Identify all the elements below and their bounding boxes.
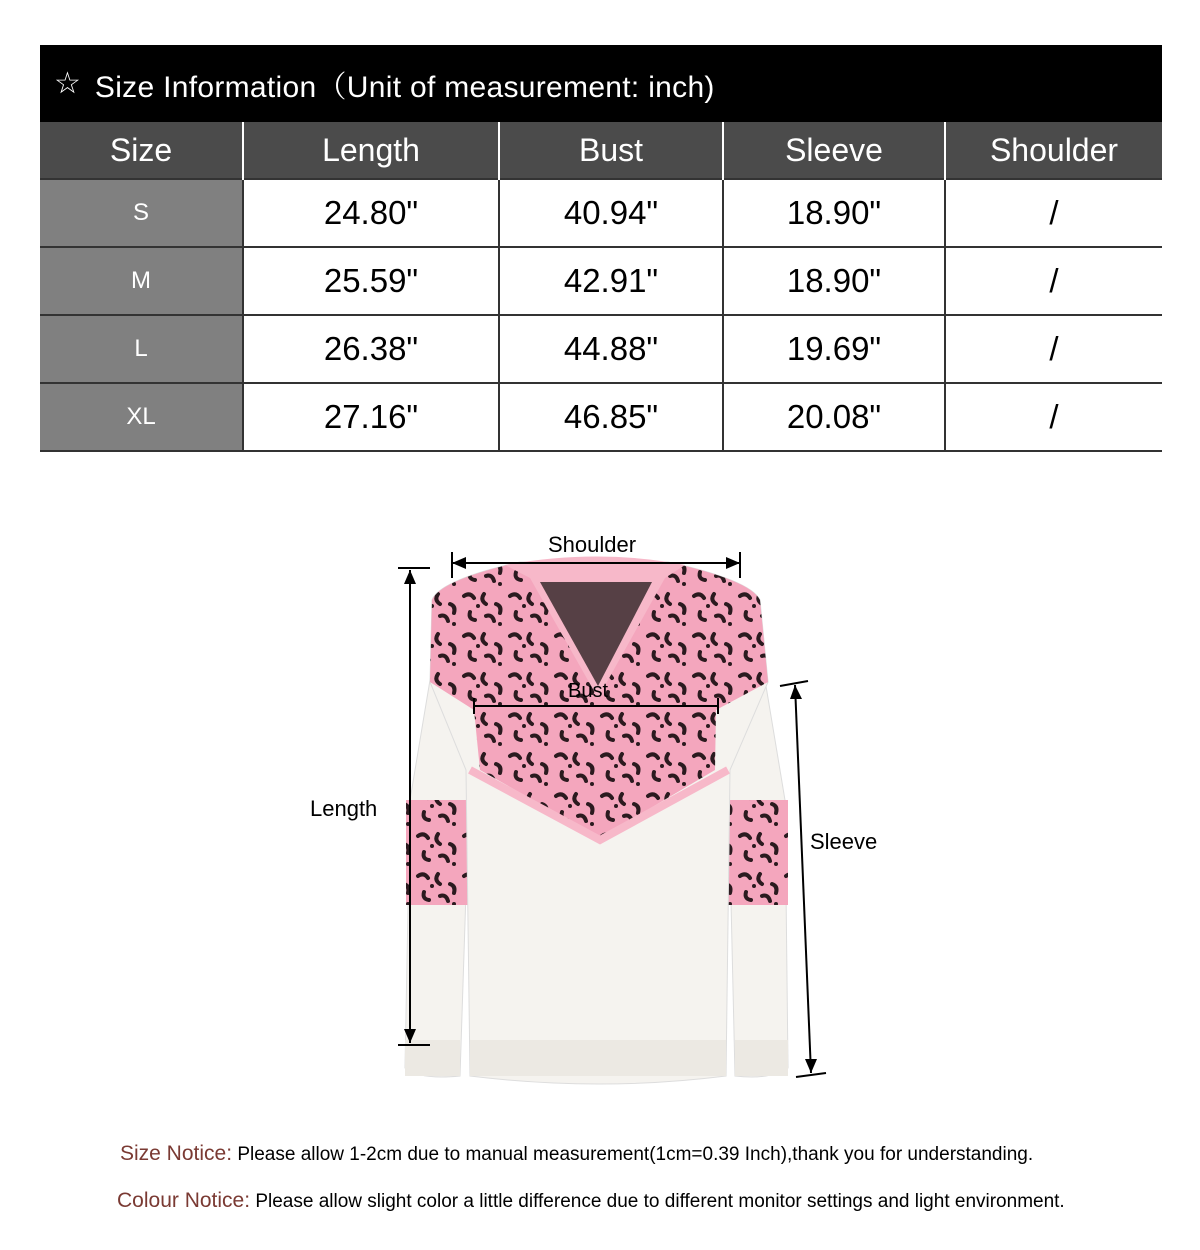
bust-cell: 40.94" xyxy=(499,179,723,247)
length-label: Length xyxy=(310,796,378,821)
size-notice-text: Please allow 1-2cm due to manual measurement(1cm=0.39 Inch),thank you for understanding. xyxy=(237,1144,1034,1165)
sleeve-arrow xyxy=(795,685,811,1073)
length-cell: 26.38" xyxy=(243,315,499,383)
shoulder-cell: / xyxy=(945,247,1162,315)
sleeve-cell: 18.90" xyxy=(723,247,945,315)
table-row xyxy=(40,179,1162,247)
colour-notice-text: Please allow slight color a little difference due to different monitor settings and light environment. xyxy=(255,1191,1065,1212)
size-table xyxy=(40,122,1162,452)
column-header-sleeve: Sleeve xyxy=(723,122,945,179)
sleeve-cell: 19.69" xyxy=(723,315,945,383)
length-cell: 25.59" xyxy=(243,247,499,315)
table-header-row xyxy=(40,122,1162,179)
column-header-length: Length xyxy=(243,122,499,179)
measurement-diagram xyxy=(0,470,1200,1110)
star-icon: ☆ xyxy=(54,66,81,101)
size-notice-title: Size Notice: xyxy=(120,1142,233,1165)
size-cell: L xyxy=(40,315,243,383)
colour-notice xyxy=(117,1189,1187,1213)
size-info-title: Size Information（Unit of measurement: inch) xyxy=(94,70,715,104)
size-cell: S xyxy=(40,179,243,247)
bust-cell: 44.88" xyxy=(499,315,723,383)
sleeve-cell: 18.90" xyxy=(723,179,945,247)
column-header-bust: Bust xyxy=(499,122,723,179)
colour-notice-title: Colour Notice: xyxy=(117,1189,251,1212)
size-cell: XL xyxy=(40,383,243,451)
table-row xyxy=(40,247,1162,315)
shoulder-label: Shoulder xyxy=(548,532,637,557)
size-cell: M xyxy=(40,247,243,315)
size-notice xyxy=(120,1142,1180,1166)
shoulder-cell: / xyxy=(945,383,1162,451)
shoulder-cell: / xyxy=(945,315,1162,383)
column-header-size: Size xyxy=(40,122,243,179)
table-row xyxy=(40,383,1162,451)
size-info-header xyxy=(40,45,1162,122)
bust-cell: 42.91" xyxy=(499,247,723,315)
table-row xyxy=(40,315,1162,383)
bust-cell: 46.85" xyxy=(499,383,723,451)
column-header-shoulder: Shoulder xyxy=(945,122,1162,179)
sleeve-cell: 20.08" xyxy=(723,383,945,451)
length-cell: 27.16" xyxy=(243,383,499,451)
shoulder-cell: / xyxy=(945,179,1162,247)
sweater-illustration xyxy=(0,470,1200,1110)
bust-label: Bust xyxy=(568,680,609,702)
sleeve-label: Sleeve xyxy=(810,829,878,854)
length-cell: 24.80" xyxy=(243,179,499,247)
